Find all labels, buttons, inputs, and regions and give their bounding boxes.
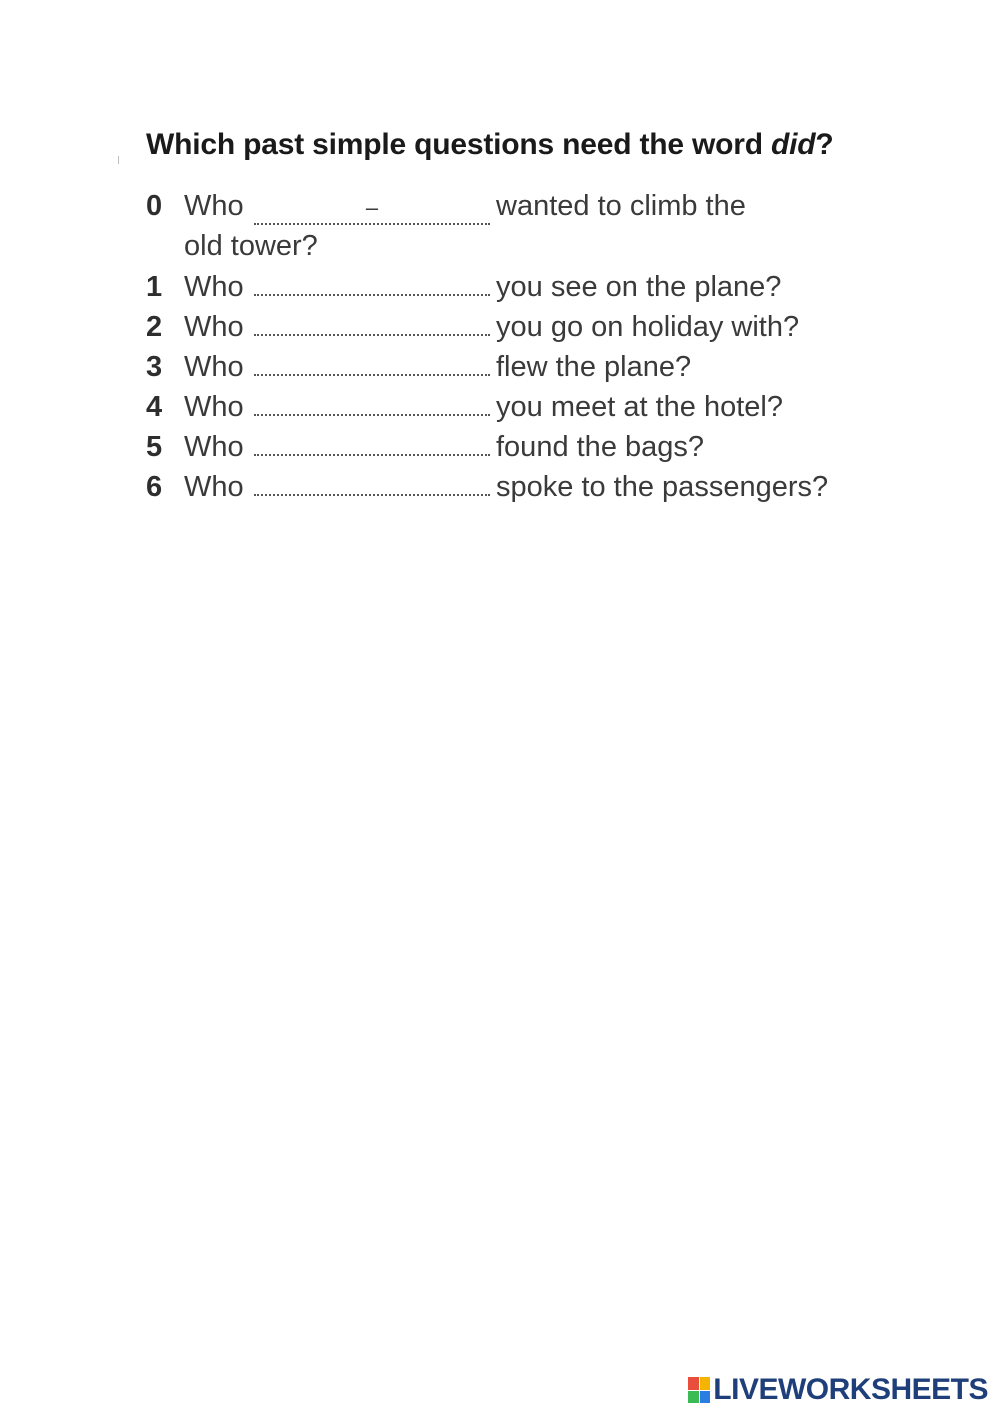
question-number: 6 bbox=[146, 471, 163, 503]
question-rest: you go on holiday with? bbox=[496, 311, 800, 343]
title-text-after: ? bbox=[815, 128, 834, 161]
answer-blank[interactable] bbox=[254, 266, 490, 296]
question-number: 5 bbox=[146, 431, 163, 463]
question-rest: wanted to climb the bbox=[496, 190, 746, 222]
answer-blank[interactable] bbox=[254, 426, 490, 456]
question-rest: you see on the plane? bbox=[496, 271, 782, 303]
question-who: Who bbox=[184, 311, 244, 343]
question-who: Who bbox=[184, 190, 244, 222]
logo-square-blue bbox=[700, 1391, 711, 1404]
title-text-before: Which past simple questions need the word bbox=[146, 128, 772, 161]
exercise-title bbox=[146, 128, 834, 162]
title-emphasis: did bbox=[771, 128, 816, 161]
question-rest: flew the plane? bbox=[496, 351, 692, 383]
brand-name: LIVEWORKSHEETS bbox=[713, 1373, 988, 1406]
liveworksheets-logo-icon bbox=[688, 1377, 710, 1403]
question-continuation: old tower? bbox=[184, 230, 318, 262]
question-who: Who bbox=[184, 471, 244, 503]
question-item bbox=[146, 346, 866, 386]
question-rest: you meet at the hotel? bbox=[496, 391, 783, 423]
question-number: 4 bbox=[146, 391, 163, 423]
answer-blank[interactable]: – bbox=[254, 195, 490, 225]
logo-square-red bbox=[688, 1377, 699, 1390]
margin-mark bbox=[118, 156, 119, 164]
question-item bbox=[146, 466, 866, 506]
question-item bbox=[146, 306, 866, 346]
answer-blank[interactable] bbox=[254, 306, 490, 336]
question-who: Who bbox=[184, 391, 244, 423]
answer-blank[interactable] bbox=[254, 386, 490, 416]
question-item bbox=[146, 190, 866, 266]
logo-square-green bbox=[688, 1391, 699, 1404]
question-rest: found the bags? bbox=[496, 431, 705, 463]
question-number: 2 bbox=[146, 311, 163, 343]
answer-blank[interactable] bbox=[254, 466, 490, 496]
liveworksheets-brand[interactable] bbox=[688, 1372, 988, 1408]
question-who: Who bbox=[184, 351, 244, 383]
question-item bbox=[146, 266, 866, 306]
question-item bbox=[146, 386, 866, 426]
answer-blank[interactable] bbox=[254, 346, 490, 376]
logo-square-yellow bbox=[700, 1377, 711, 1390]
question-list bbox=[146, 190, 866, 506]
question-number: 3 bbox=[146, 351, 163, 383]
question-item bbox=[146, 426, 866, 466]
question-who: Who bbox=[184, 431, 244, 463]
question-rest: spoke to the passengers? bbox=[496, 471, 829, 503]
question-who: Who bbox=[184, 271, 244, 303]
question-number: 1 bbox=[146, 271, 163, 303]
question-number: 0 bbox=[146, 190, 163, 222]
